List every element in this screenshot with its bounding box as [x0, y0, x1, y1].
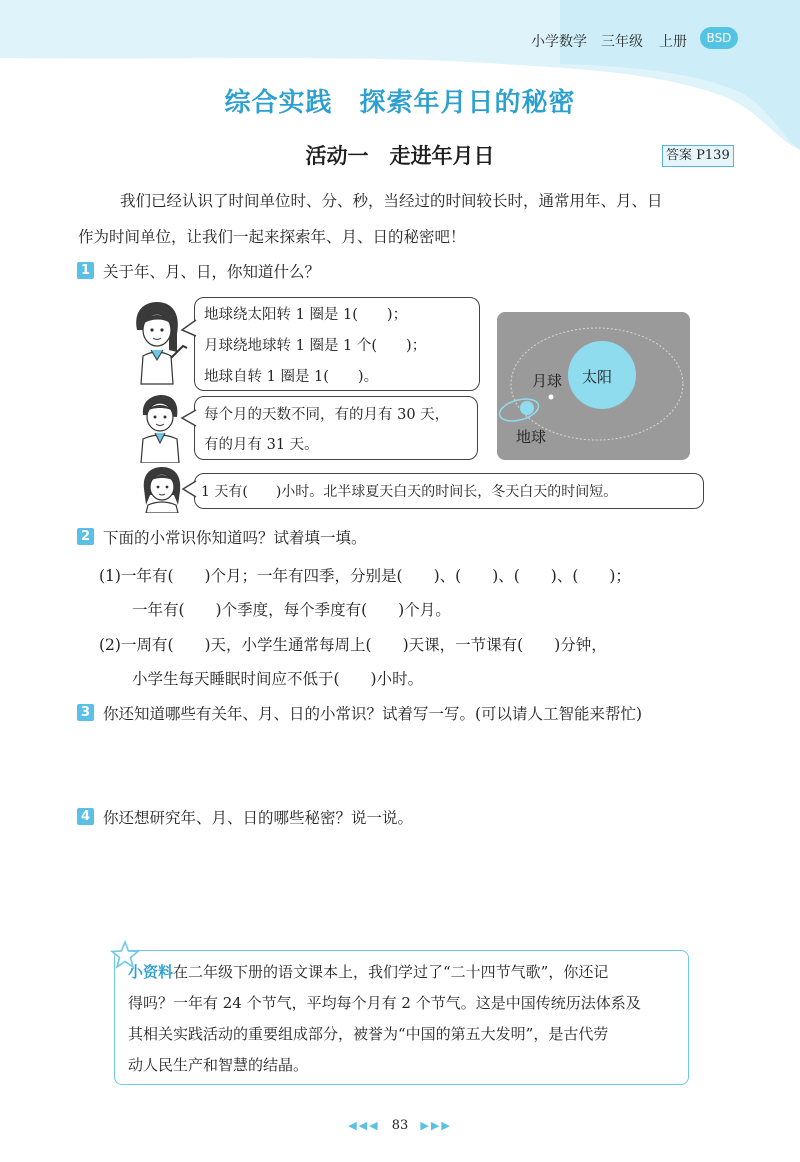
question-3-text: 你还知道哪些有关年、月、日的小常识？试着写一写。(可以请人工智能来帮忙) [103, 705, 643, 723]
info-line-1 [128, 957, 688, 988]
bubble-1-line-3: 地球自转 1 圈是 1( )。 [204, 369, 379, 385]
left-arrows-icon: ◀◀◀ [348, 1119, 380, 1132]
bubble-1-line-1: 地球绕太阳转 1 圈是 1( )； [204, 307, 408, 323]
answer-reference [662, 145, 734, 167]
bubble-1-line-2: 月球绕地球转 1 圈是 1 个( )； [204, 338, 427, 354]
info-label: 小资料 [128, 963, 174, 981]
bubble-1-tail [180, 318, 198, 338]
header-grade: 三年级 [601, 34, 643, 50]
moon-circle [549, 395, 554, 400]
question-2-line-2: 一年有( )个季度，每个季度有( )个月。 [132, 601, 451, 619]
question-2-line-1: (1)一年有( )个月；一年有四季，分别是( )、( )、( )、( )； [99, 567, 631, 585]
bubble-2-line-1: 每个月的天数不同，有的月有 30 天， [204, 407, 450, 423]
header-wave-background [0, 0, 800, 160]
page-footer [0, 1118, 800, 1133]
question-1-badge: 1 [77, 262, 94, 279]
answer-page: P139 [696, 148, 730, 163]
girl-with-pigtails-icon [138, 465, 186, 513]
earth-circle [520, 401, 534, 415]
intro-line-2: 作为时间单位，让我们一起来探索年、月、日的秘密吧！ [78, 228, 466, 246]
bubble-3-tail [181, 479, 197, 499]
info-line-4: 动人民生产和智慧的结晶。 [128, 1056, 309, 1074]
info-line-3: 其相关实践活动的重要组成部分，被誉为“中国的第五大发明”，是古代劳 [128, 1025, 609, 1043]
girl-with-long-hair-icon [125, 300, 191, 385]
bubble-2-line-2: 有的月有 31 天。 [204, 437, 319, 453]
page-title: 综合实践 探索年月日的秘密 [224, 88, 576, 118]
earth-label: 地球 [516, 428, 547, 446]
edition-badge: BSD [700, 27, 738, 49]
header-volume: 上册 [659, 34, 687, 50]
sun-label: 太阳 [582, 368, 613, 386]
question-3-badge: 3 [77, 704, 94, 721]
page-number: 83 [391, 1118, 409, 1133]
question-1-text: 关于年、月、日，你知道什么？ [103, 263, 321, 281]
intro-line-1: 我们已经认识了时间单位时、分、秒，当经过的时间较长时，通常用年、月、日 [120, 192, 663, 210]
bubble-3-text: 1 天有( )小时。北半球夏天白天的时间长，冬天白天的时间短。 [201, 484, 618, 500]
question-4-badge: 4 [77, 808, 94, 825]
question-2-line-4: 小学生每天睡眠时间应不低于( )小时。 [132, 670, 424, 688]
question-4-text: 你还想研究年、月、日的哪些秘密？说一说。 [103, 809, 414, 827]
moon-label: 月球 [532, 372, 563, 390]
activity-title: 活动一 走进年月日 [305, 144, 495, 168]
bubble-2-tail [180, 408, 198, 428]
boy-icon [133, 393, 185, 463]
question-2-line-3: (2)一周有( )天，小学生通常每周上( )天课，一节课有( )分钟， [99, 636, 607, 654]
info-line-2: 得吗？一年有 24 个节气，平均每个月有 2 个节气。这是中国传统历法体系及 [128, 994, 641, 1012]
right-arrows-icon: ▶▶▶ [420, 1119, 452, 1132]
info-line-1-text: 在二年级下册的语文课本上，我们学过了“二十四节气歌”，你还记 [173, 963, 609, 981]
question-2-badge: 2 [77, 528, 94, 545]
question-2-text: 下面的小常识你知道吗？试着填一填。 [103, 529, 367, 547]
answer-label: 答案 [666, 148, 693, 163]
header-subject: 小学数学 [531, 34, 587, 50]
